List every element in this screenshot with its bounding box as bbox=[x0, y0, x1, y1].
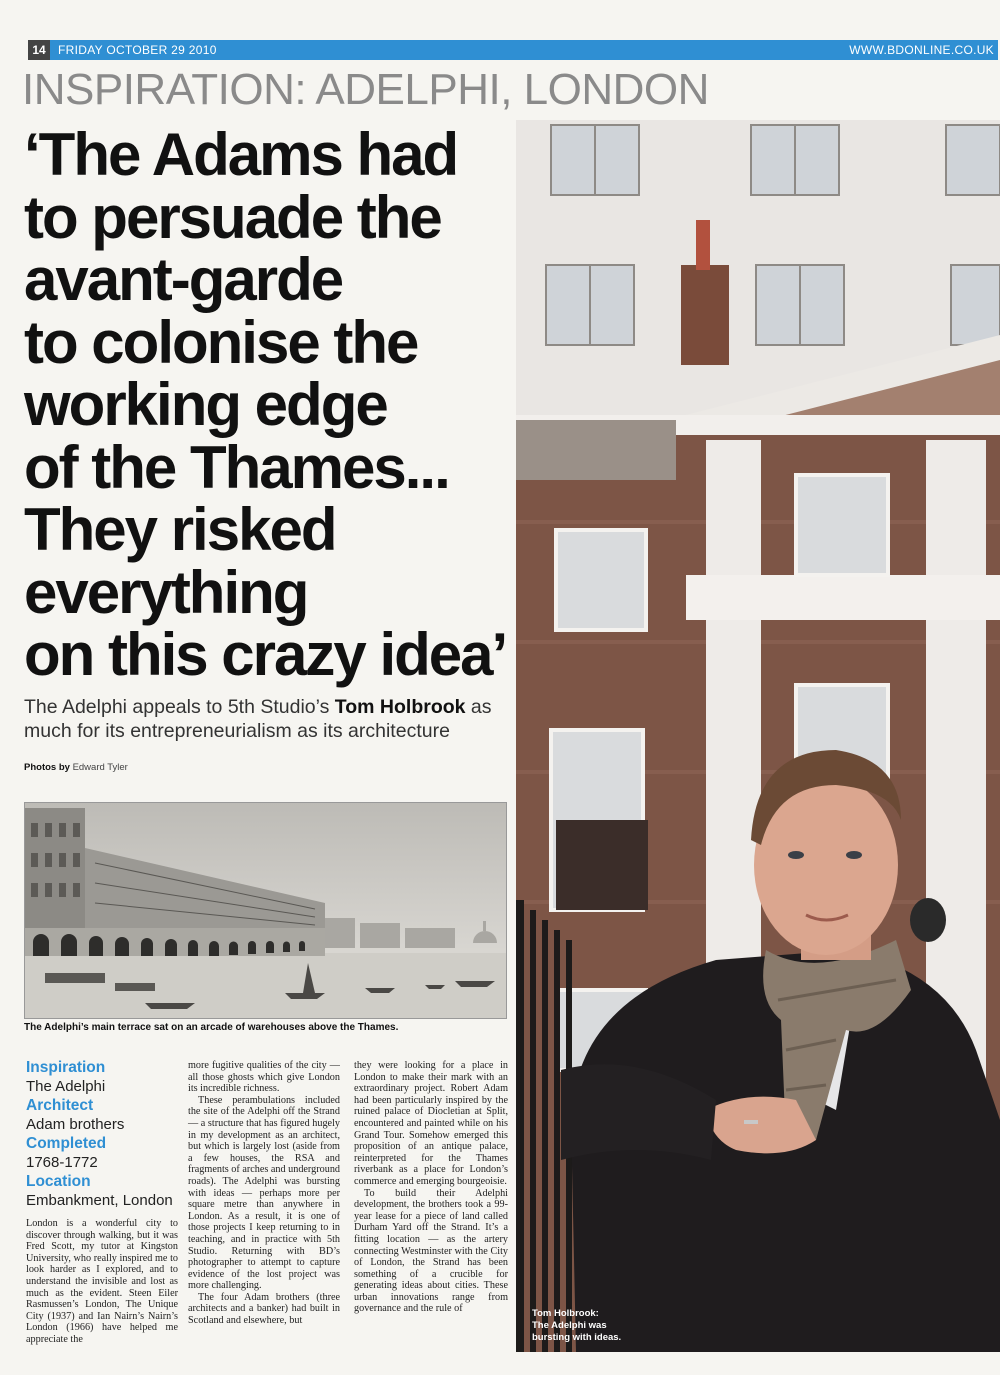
headline-line: They risked bbox=[24, 496, 336, 563]
issue-date: FRIDAY OCTOBER 29 2010 bbox=[58, 43, 217, 57]
fact-label: Inspiration bbox=[26, 1059, 106, 1076]
body-column-3 bbox=[354, 1060, 508, 1315]
body-paragraph: more fugitive qualities of the city — all those ghosts which give London its incredible richness. bbox=[188, 1060, 340, 1095]
portrait-photo bbox=[516, 120, 1000, 1352]
body-paragraph: London is a wonderful city to discover through walking, but it was Fred Scott, my tutor at Kingston University, who really inspired me to look harder as I explored, and to understand the invisible and lost as much as the evident. Steen Eiler Rasmussen’s London, The Unique City (1937) and Ian Nairn’s Nairn’s London (1966) have helped me appreciate the bbox=[26, 1218, 178, 1345]
page-number: 14 bbox=[28, 40, 50, 60]
fact-value: Embankment, London bbox=[26, 1192, 173, 1209]
top-bar bbox=[28, 40, 998, 60]
photo-credit-label: Photos by bbox=[24, 762, 70, 773]
headline-line: to persuade the bbox=[24, 183, 441, 251]
headline-line: avant-garde bbox=[24, 246, 343, 313]
photo-caption-line: The Adelphi was bbox=[532, 1320, 607, 1331]
adelphi-engraving bbox=[24, 802, 507, 1019]
standfirst-text-end: as much for its entrepreneurialism as its architecture bbox=[24, 696, 492, 742]
section-title: INSPIRATION: ADELPHI, LONDON bbox=[22, 65, 709, 114]
website-link[interactable]: WWW.BDONLINE.CO.UK bbox=[849, 43, 994, 57]
body-paragraph: The four Adam brothers (three architects and a banker) had built in Scotland and elsewhere, but bbox=[188, 1291, 340, 1327]
headline-line: everything bbox=[24, 558, 308, 626]
photo-caption bbox=[532, 1308, 621, 1344]
fact-label: Architect bbox=[26, 1097, 94, 1114]
headline-line: ‘The Adams had bbox=[24, 121, 458, 188]
fact-label: Completed bbox=[26, 1135, 107, 1152]
photo-credit bbox=[24, 762, 128, 773]
engraving-caption: The Adelphi’s main terrace sat on an arcade of warehouses above the Thames. bbox=[24, 1022, 399, 1033]
fact-value: The Adelphi bbox=[26, 1078, 106, 1095]
headline-line: to colonise the bbox=[24, 308, 418, 376]
standfirst bbox=[24, 695, 514, 743]
headline-line: on this crazy idea’ bbox=[24, 621, 507, 688]
photo-caption-line: Tom Holbrook: bbox=[532, 1308, 599, 1319]
standfirst-text: The Adelphi appeals to 5th Studio’s bbox=[24, 696, 335, 718]
fact-value: 1768-1772 bbox=[26, 1154, 98, 1171]
fact-label: Location bbox=[26, 1173, 91, 1190]
headline-line: of the Thames... bbox=[24, 433, 449, 501]
body-column-2 bbox=[188, 1060, 340, 1327]
fact-box bbox=[26, 1058, 186, 1210]
fact-value: Adam brothers bbox=[26, 1116, 125, 1133]
headline bbox=[24, 121, 507, 688]
photo-caption-line: bursting with ideas. bbox=[532, 1332, 622, 1343]
headline-line: working edge bbox=[24, 371, 387, 438]
body-column-1 bbox=[26, 1218, 178, 1346]
standfirst-author: Tom Holbrook bbox=[334, 696, 466, 718]
body-paragraph: they were looking for a place in London to make their mark with an extraordinary project. Robert Adam had been particularly inspired by the ruined palace of Diocletian at Split, encountered and painted while on his Grand Tour. Somehow emerged this proposition of an antique palace, reinterpreted for the Thames riverbank as a place for London’s commerce and emerging bourgeoisie. bbox=[354, 1060, 508, 1187]
photographer-name: Edward Tyler bbox=[72, 762, 128, 773]
body-paragraph: These perambulations included the site of the Adelphi off the Strand — a structure that has figured hugely in my development as an architect, but which is largely lost (aside from a few houses, the RSA and fragments of arches and underground roads). The Adelphi was bursting with ideas — perhaps more per square metre than anywhere in London. As a result, it is one of those projects I keep returning to in teaching, and in practice with 5th Studio. Returning with BD’s photographer to attempt to capture evidence of the lost project was more challenging. bbox=[188, 1094, 341, 1292]
body-paragraph: To build their Adelphi development, the brothers took a 99-year lease for a piece of land called Durham Yard off the Strand. It’s a fitting location — as the artery connecting Westminster with the City of London, the Strand has been something of a crucible for generating ideas about cities. These urban innovations range from governance and the rule of bbox=[354, 1187, 508, 1315]
